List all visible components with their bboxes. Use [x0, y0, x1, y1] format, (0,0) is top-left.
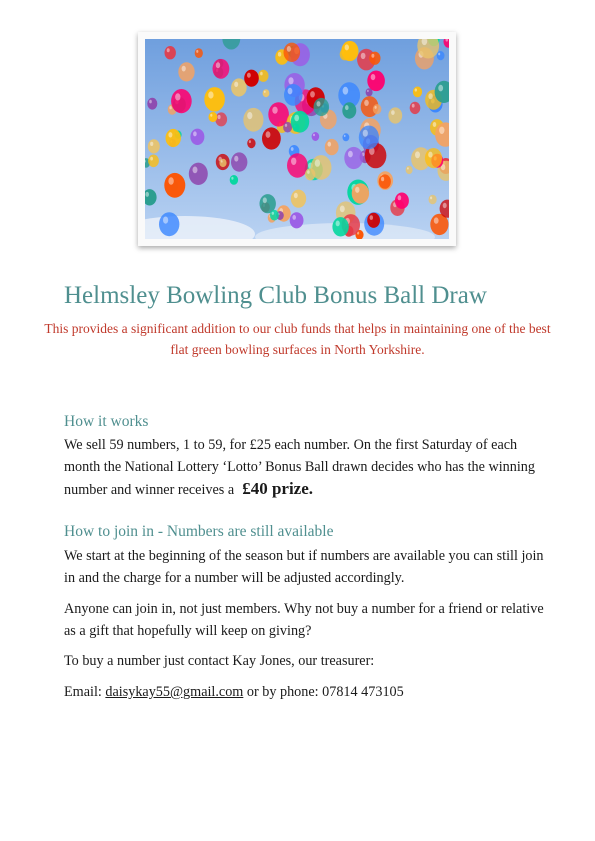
balloon-highlight: [221, 160, 223, 163]
balloon-shape: [262, 127, 281, 149]
balloon-shape: [284, 84, 303, 106]
balloon-highlight: [415, 88, 417, 91]
how-it-works-text: We sell 59 numbers, 1 to 59, for £25 each number. On the first Saturday of each month the National Lottery ‘Lotto’ Bonus Ball drawn decides who has the winning number and winner receives a: [64, 437, 535, 498]
balloon-highlight: [193, 167, 198, 174]
balloon-shape: [413, 87, 422, 98]
balloon-highlight: [168, 177, 173, 184]
balloon-highlight: [291, 147, 294, 151]
balloon-highlight: [439, 127, 444, 134]
balloon-shape: [195, 48, 203, 58]
balloon-highlight: [443, 203, 447, 208]
balloon-shape: [325, 139, 339, 155]
balloon-highlight: [272, 212, 274, 215]
balloon-shape: [291, 190, 306, 208]
balloon-highlight: [272, 107, 277, 114]
balloon-highlight: [163, 217, 168, 224]
page-title: Helmsley Bowling Club Bonus Ball Draw: [64, 282, 487, 309]
balloon-highlight: [407, 167, 409, 169]
how-it-works-heading: How it works: [64, 413, 149, 430]
join-paragraph-season: We start at the beginning of the season but if numbers are available you can still join in and the charge for a number will be adjusted accordingly.: [64, 548, 544, 586]
balloon-shape: [332, 217, 348, 236]
balloon-highlight: [288, 77, 293, 84]
balloon-shape: [148, 155, 159, 168]
balloon-highlight: [168, 132, 172, 137]
balloon-highlight: [260, 72, 263, 76]
balloon-highlight: [193, 131, 197, 136]
balloon-highlight: [263, 197, 267, 203]
phone-text: or by phone: 07814 473105: [243, 684, 404, 700]
balloon-highlight: [216, 62, 220, 68]
balloon-highlight: [317, 101, 321, 106]
balloon-shape: [341, 41, 358, 61]
balloon-highlight: [247, 73, 251, 78]
page-subtitle: This provides a significant addition to our club funds that helps in maintaining one of the best flat green bowling surfaces in North Yorkshire.: [44, 321, 551, 357]
balloon-highlight: [294, 115, 299, 122]
balloon-highlight: [398, 195, 402, 200]
balloon-highlight: [278, 52, 281, 57]
balloon-shape: [159, 212, 179, 236]
balloon-shape: [429, 195, 437, 205]
balloon-shape: [359, 126, 379, 150]
photo-frame: [138, 32, 456, 246]
balloon-highlight: [371, 54, 374, 58]
balloon-highlight: [150, 157, 153, 161]
balloon-highlight: [208, 91, 213, 98]
balloon-highlight: [434, 217, 439, 223]
balloon-highlight: [433, 122, 437, 127]
balloon-highlight: [292, 215, 296, 220]
balloon-shape: [369, 52, 380, 65]
balloon-shape: [230, 175, 238, 185]
balloon-highlight: [348, 151, 353, 158]
balloon-shape: [165, 46, 176, 59]
balloon-highlight: [371, 74, 376, 80]
balloon-highlight: [247, 112, 252, 119]
join-paragraph-anyone: Anyone can join in, not just members. Why not buy a number for a friend or relative as a gift that hopefully will keep on giving?: [64, 601, 544, 639]
balloon-highlight: [336, 221, 340, 227]
balloon-shape: [263, 89, 270, 97]
balloon-highlight: [412, 104, 415, 108]
balloon-highlight: [345, 105, 349, 110]
balloon-shape: [209, 112, 218, 122]
balloon-highlight: [287, 46, 291, 52]
balloon-highlight: [264, 91, 266, 93]
balloon-highlight: [415, 151, 420, 158]
balloon-highlight: [328, 142, 332, 147]
balloon-shape: [342, 102, 356, 118]
balloon-shape: [231, 152, 247, 171]
balloon-shape: [410, 102, 421, 114]
balloon-highlight: [196, 50, 198, 53]
balloon-shape: [291, 111, 309, 133]
balloon-shape: [190, 129, 204, 145]
prize-amount: £40 prize.: [242, 479, 314, 498]
balloon-highlight: [428, 93, 432, 99]
balloon-highlight: [210, 114, 212, 117]
email-link[interactable]: daisykay55@gmail.com: [105, 684, 244, 700]
balloon-highlight: [291, 158, 296, 165]
balloon-shape: [164, 173, 185, 198]
balloon-shape: [367, 213, 380, 228]
balloon-highlight: [169, 106, 171, 109]
balloon-shape: [344, 147, 363, 169]
balloon-highlight: [355, 187, 359, 193]
balloon-highlight: [364, 100, 369, 106]
balloon-highlight: [370, 215, 373, 220]
balloon-highlight: [430, 197, 432, 200]
balloon-highlight: [381, 177, 384, 181]
balloon-shape: [305, 168, 315, 180]
balloon-highlight: [266, 131, 271, 138]
how-it-works-paragraph: [64, 434, 544, 501]
balloon-highlight: [375, 106, 377, 109]
balloon-shape: [215, 112, 227, 126]
balloon-shape: [189, 163, 208, 185]
contact-line: [64, 681, 544, 703]
balloon-highlight: [438, 53, 440, 56]
balloon-shape: [437, 51, 445, 60]
balloon-highlight: [167, 48, 170, 52]
balloon-shape: [352, 183, 369, 203]
balloon-highlight: [175, 93, 180, 100]
balloon-shape: [290, 212, 304, 228]
balloon-shape: [395, 193, 409, 209]
balloon-highlight: [438, 85, 443, 92]
balloon-highlight: [361, 53, 366, 59]
balloon-shape: [284, 43, 301, 62]
balloon-shape: [204, 87, 225, 111]
balloon-highlight: [340, 206, 345, 213]
balloon-highlight: [313, 134, 315, 137]
balloon-shape: [425, 148, 442, 168]
balloon-shape: [213, 59, 230, 79]
balloon-highlight: [345, 44, 349, 50]
balloon-highlight: [145, 192, 149, 197]
balloon-shape: [171, 89, 192, 113]
balloon-shape: [148, 139, 160, 153]
balloon-highlight: [249, 140, 251, 143]
balloon-shape: [388, 107, 402, 123]
balloon-highlight: [294, 193, 298, 198]
balloon-highlight: [234, 82, 238, 87]
balloon-highlight: [150, 142, 153, 146]
balloon-shape: [243, 108, 263, 132]
balloon-highlight: [218, 115, 221, 119]
balloon-highlight: [288, 88, 293, 95]
balloon-highlight: [344, 135, 346, 137]
balloon-highlight: [182, 66, 186, 72]
balloon-shape: [219, 159, 226, 167]
balloon-shape: [367, 71, 385, 92]
balloon-highlight: [231, 177, 233, 180]
balloon-shape: [247, 138, 255, 148]
balloon-highlight: [391, 110, 395, 115]
balloon-highlight: [315, 159, 320, 166]
balloon-shape: [343, 133, 350, 141]
balloon-highlight: [285, 124, 287, 127]
balloon-shape: [166, 129, 181, 147]
balloon-highlight: [307, 170, 310, 174]
balloon-shape: [147, 98, 157, 110]
balloon-shape: [406, 166, 413, 174]
join-paragraph-contact: To buy a number just contact Kay Jones, our treasurer:: [64, 653, 375, 669]
balloon-shape: [283, 122, 292, 133]
balloon-highlight: [363, 130, 368, 137]
balloon-shape: [244, 70, 259, 87]
balloon-shape: [312, 132, 320, 141]
balloon-shape: [379, 174, 391, 188]
balloon-highlight: [428, 152, 432, 158]
balloon-shape: [373, 104, 382, 114]
balloon-highlight: [343, 87, 349, 95]
balloon-shape: [231, 78, 247, 96]
balloon-highlight: [234, 156, 238, 162]
how-to-join-heading: How to join in - Numbers are still available: [64, 523, 334, 540]
balloon-highlight: [367, 90, 369, 92]
balloon-highlight: [149, 100, 152, 104]
balloon-shape: [258, 70, 268, 82]
email-label: Email:: [64, 684, 106, 700]
balloon-highlight: [310, 91, 315, 97]
balloon-shape: [287, 153, 308, 177]
balloon-shape: [178, 62, 194, 81]
balloon-shape: [314, 98, 330, 116]
balloon-shape: [270, 210, 279, 221]
balloons-photo: [145, 39, 449, 239]
